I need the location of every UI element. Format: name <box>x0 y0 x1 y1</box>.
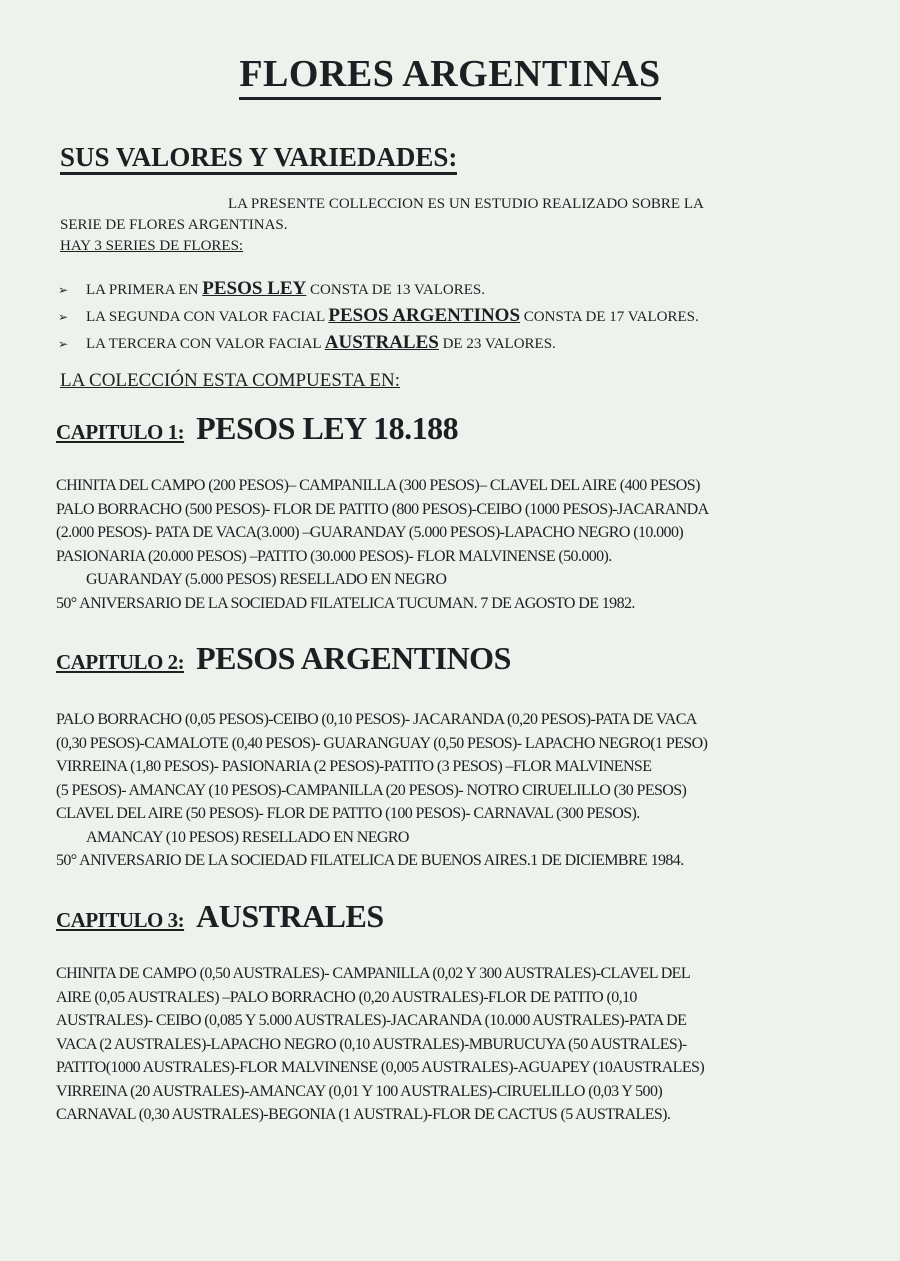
chapter-line: 50° ANIVERSARIO DE LA SOCIEDAD FILATELICA DE BUENOS AIRES.1 DE DICIEMBRE 1984. <box>56 852 684 869</box>
series-text: CONSTA DE 13 VALORES. <box>310 282 485 298</box>
chapter-name: AUSTRALES <box>196 898 384 934</box>
arrow-bullet-icon: ➢ <box>58 310 69 324</box>
page-title <box>0 52 900 96</box>
chapter-body <box>56 474 846 615</box>
chapter-line: PALO BORRACHO (500 PESOS)- FLOR DE PATITO (800 PESOS)-CEIBO (1000 PESOS)-JACARANDA <box>56 500 709 518</box>
section-subtitle-text: SUS VALORES Y VARIEDADES: <box>60 142 457 175</box>
chapter-label: CAPITULO 3: <box>56 908 185 932</box>
series-text: LA TERCERA CON VALOR FACIAL <box>86 336 322 352</box>
chapter-label: CAPITULO 2: <box>56 650 185 674</box>
series-text: CONSTA DE 17 VALORES. <box>523 309 699 325</box>
intro-paragraph <box>60 194 800 257</box>
chapter-name: PESOS ARGENTINOS <box>196 640 511 676</box>
arrow-bullet-icon: ➢ <box>58 283 69 297</box>
chapter-line: AUSTRALES)- CEIBO (0,085 Y 5.000 AUSTRALES)-JACARANDA (10.000 AUSTRALES)-PATA DE <box>56 1012 687 1029</box>
chapter-body <box>56 708 846 873</box>
composition-heading: LA COLECCIÓN ESTA COMPUESTA EN: <box>60 370 401 391</box>
series-item <box>58 330 838 357</box>
chapter-line: CHINITA DE CAMPO (0,50 AUSTRALES)- CAMPANILLA (0,02 Y 300 AUSTRALES)-CLAVEL DEL <box>56 965 690 982</box>
section-subtitle <box>60 142 457 173</box>
chapter-line: PALO BORRACHO (0,05 PESOS)-CEIBO (0,10 PESOS)- JACARANDA (0,20 PESOS)-PATA DE VACA <box>56 711 697 728</box>
chapter-label: CAPITULO 1: <box>56 420 185 444</box>
series-item <box>58 276 838 303</box>
series-item <box>58 303 838 330</box>
chapter-line: CARNAVAL (0,30 AUSTRALES)-BEGONIA (1 AUSTRAL)-FLOR DE CACTUS (5 AUSTRALES). <box>56 1106 671 1123</box>
series-text: DE 23 VALORES. <box>442 336 556 352</box>
series-emphasis: PESOS LEY <box>202 278 307 299</box>
chapter-line: CHINITA DEL CAMPO (200 PESOS)– CAMPANILLA (300 PESOS)– CLAVEL DEL AIRE (400 PESOS) <box>56 477 700 494</box>
chapter-line: (5 PESOS)- AMANCAY (10 PESOS)-CAMPANILLA (20 PESOS)- NOTRO CIRUELILLO (30 PESOS) <box>56 781 687 799</box>
intro-line: LA PRESENTE COLLECCION ES UN ESTUDIO REALIZADO SOBRE LA <box>228 196 704 212</box>
chapter-heading <box>56 410 458 447</box>
intro-line: SERIE DE FLORES ARGENTINAS. <box>60 217 288 233</box>
arrow-bullet-icon: ➢ <box>58 337 69 351</box>
chapter-line: CLAVEL DEL AIRE (50 PESOS)- FLOR DE PATITO (100 PESOS)- CARNAVAL (300 PESOS). <box>56 805 640 822</box>
series-text: LA SEGUNDA CON VALOR FACIAL <box>86 309 325 325</box>
chapter-heading <box>56 898 384 935</box>
chapter-heading <box>56 640 511 677</box>
chapter-line: AMANCAY (10 PESOS) RESELLADO EN NEGRO <box>86 828 409 846</box>
chapter-line: AIRE (0,05 AUSTRALES) –PALO BORRACHO (0,20 AUSTRALES)-FLOR DE PATITO (0,10 <box>56 988 637 1006</box>
chapter-body <box>56 962 846 1127</box>
series-list <box>58 276 838 357</box>
intro-line: HAY 3 SERIES DE FLORES: <box>60 238 244 254</box>
chapter-line: VIRREINA (20 AUSTRALES)-AMANCAY (0,01 Y 100 AUSTRALES)-CIRUELILLO (0,03 Y 500) <box>56 1082 663 1100</box>
chapter-line: VACA (2 AUSTRALES)-LAPACHO NEGRO (0,10 AUSTRALES)-MBURUCUYA (50 AUSTRALES)- <box>56 1035 687 1053</box>
chapter-line: GUARANDAY (5.000 PESOS) RESELLADO EN NEGRO <box>86 571 447 588</box>
page-title-text: FLORES ARGENTINAS <box>239 53 660 100</box>
chapter-line: (0,30 PESOS)-CAMALOTE (0,40 PESOS)- GUARANGUAY (0,50 PESOS)- LAPACHO NEGRO(1 PESO) <box>56 734 708 752</box>
chapter-line: (2.000 PESOS)- PATA DE VACA(3.000) –GUARANDAY (5.000 PESOS)-LAPACHO NEGRO (10.000) <box>56 524 684 541</box>
series-text: LA PRIMERA EN <box>86 282 199 298</box>
chapter-line: PASIONARIA (20.000 PESOS) –PATITO (30.000 PESOS)- FLOR MALVINENSE (50.000). <box>56 547 612 565</box>
chapter-line: 50° ANIVERSARIO DE LA SOCIEDAD FILATELICA TUCUMAN. 7 DE AGOSTO DE 1982. <box>56 594 635 612</box>
series-emphasis: AUSTRALES <box>324 332 439 353</box>
chapter-line: VIRREINA (1,80 PESOS)- PASIONARIA (2 PESOS)-PATITO (3 PESOS) –FLOR MALVINENSE <box>56 758 652 775</box>
chapter-name: PESOS LEY 18.188 <box>196 410 459 446</box>
chapter-line: PATITO(1000 AUSTRALES)-FLOR MALVINENSE (0,005 AUSTRALES)-AGUAPEY (10AUSTRALES) <box>56 1059 705 1076</box>
series-emphasis: PESOS ARGENTINOS <box>328 305 521 326</box>
